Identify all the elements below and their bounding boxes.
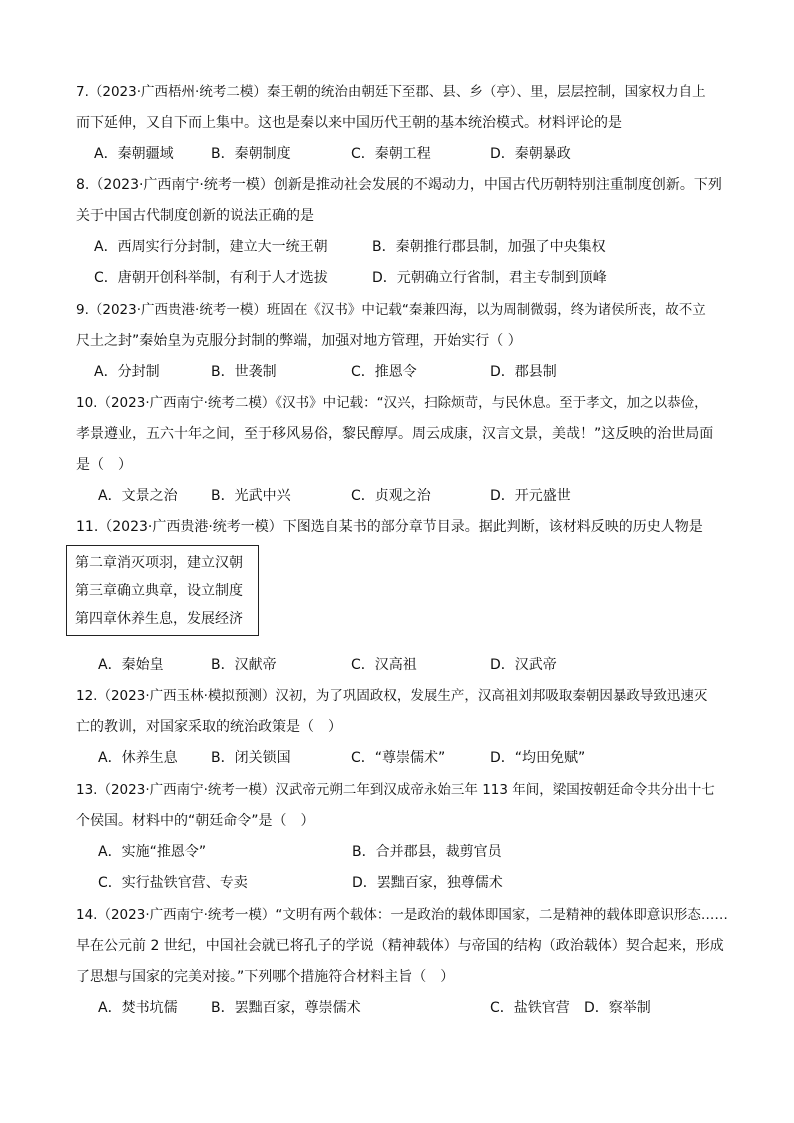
chapter-line: 第四章休养生息，发展经济 xyxy=(75,611,243,627)
question-stem-line: 尺土之封”秦始皇为克服分封制的弊端，加强对地方管理，开始实行（ ） xyxy=(76,333,522,349)
question-stem-line: 了思想与国家的完美对接。”下列哪个措施符合材料主旨（ ） xyxy=(76,969,455,985)
options-row xyxy=(76,139,728,170)
options-row xyxy=(76,743,728,774)
option-c[interactable]: C．唐朝开创科举制，有利于人才选拔 xyxy=(94,270,328,286)
question-11 xyxy=(76,512,728,543)
option-c[interactable]: C．贞观之治 xyxy=(351,488,431,504)
option-d[interactable]: D．秦朝暴政 xyxy=(490,146,571,162)
option-d[interactable]: D．元朝确立行省制，君主专制到顶峰 xyxy=(372,270,607,286)
question-stem-line: 是（ ） xyxy=(76,457,132,473)
option-c[interactable]: C．“尊崇儒术” xyxy=(351,750,446,766)
option-c[interactable]: C．秦朝工程 xyxy=(351,146,431,162)
question-stem-line: 个侯国。材料中的“朝廷命令”是（ ） xyxy=(76,813,315,829)
chapter-line: 第三章确立典章，设立制度 xyxy=(75,583,243,599)
question-14 xyxy=(76,900,728,1024)
question-stem-line: 7.（2023·广西梧州·统考二模）秦王朝的统治由朝廷下至郡、县、乡（亭）、里，层层控制，国家权力自上 xyxy=(76,84,706,100)
question-11-options xyxy=(76,650,728,681)
option-b[interactable]: B．世袭制 xyxy=(211,364,277,380)
question-stem-line: 孝景遵业，五六十年之间，至于移风易俗，黎民醇厚。周云成康，汉言文景，美哉！”这反映的治世局面 xyxy=(76,426,714,442)
question-9 xyxy=(76,295,728,388)
question-stem-line: 10.（2023·广西南宁·统考二模）《汉书》中记载：“汉兴，扫除烦苛，与民休息。至于孝文，加之以恭俭， xyxy=(76,395,708,411)
options-row xyxy=(76,868,728,899)
question-7 xyxy=(76,77,728,170)
chapter-line: 第二章消灭项羽，建立汉朝 xyxy=(75,555,243,571)
options-row xyxy=(76,837,728,868)
option-c[interactable]: C．实行盐铁官营、专卖 xyxy=(98,875,248,891)
options-row xyxy=(76,357,728,388)
question-stem-line: 早在公元前 2 世纪，中国社会就已将孔子的学说（精神载体）与帝国的结构（政治载体）契合起来，形成 xyxy=(76,938,724,954)
question-13 xyxy=(76,775,728,899)
option-a[interactable]: A．分封制 xyxy=(94,364,160,380)
option-d[interactable]: D．开元盛世 xyxy=(490,488,571,504)
question-stem-line: 8.（2023·广西南宁·统考一模）创新是推动社会发展的不竭动力，中国古代历朝特别注重制度创新。下列 xyxy=(76,177,722,193)
option-b[interactable]: B．罢黜百家，尊崇儒术 xyxy=(211,1000,361,1016)
option-a[interactable]: A．休养生息 xyxy=(98,750,178,766)
option-b[interactable]: B．秦朝推行郡县制，加强了中央集权 xyxy=(372,239,606,255)
option-a[interactable]: A．秦朝疆域 xyxy=(94,146,174,162)
option-a[interactable]: A．秦始皇 xyxy=(98,657,164,673)
chapter-table-box xyxy=(66,545,259,636)
option-d[interactable]: D．“均田免赋” xyxy=(490,750,586,766)
option-d[interactable]: D．汉武帝 xyxy=(490,657,557,673)
option-d[interactable]: D．郡县制 xyxy=(490,364,557,380)
question-stem-line: 11.（2023·广西贵港·统考一模）下图选自某书的部分章节目录。据此判断，该材料反映的历史人物是 xyxy=(76,519,703,535)
options-row xyxy=(76,263,728,294)
option-b[interactable]: B．光武中兴 xyxy=(211,488,291,504)
option-c[interactable]: C．汉高祖 xyxy=(351,657,417,673)
question-stem-line: 13.（2023·广西南宁·统考一模）汉武帝元朔二年到汉成帝永始三年 113 年间，梁国按朝廷命令共分出十七 xyxy=(76,782,715,798)
option-d[interactable]: D．罢黜百家，独尊儒术 xyxy=(352,875,503,891)
option-b[interactable]: B．汉献帝 xyxy=(211,657,277,673)
question-stem-line: 而下延伸，又自下而上集中。这也是秦以来中国历代王朝的基本统治模式。材料评论的是 xyxy=(76,115,622,131)
options-row xyxy=(76,993,728,1024)
question-stem-line: 12.（2023·广西玉林·模拟预测）汉初，为了巩固政权，发展生产，汉高祖刘邦吸取秦朝因暴政导致迅速灭 xyxy=(76,688,708,704)
option-b[interactable]: B．合并郡县，裁剪官员 xyxy=(352,844,502,860)
option-a[interactable]: A．文景之治 xyxy=(98,488,178,504)
question-stem-line: 亡的教训，对国家采取的统治政策是（ ） xyxy=(76,719,342,735)
question-stem-line: 14.（2023·广西南宁·统考一模）“文明有两个载体：一是政治的载体即国家，二是精神的载体即意识形态…… xyxy=(76,907,728,923)
option-d[interactable]: D．察举制 xyxy=(584,1000,651,1016)
option-b[interactable]: B．秦朝制度 xyxy=(211,146,291,162)
option-a[interactable]: A．焚书坑儒 xyxy=(98,1000,178,1016)
question-10 xyxy=(76,388,728,512)
option-a[interactable]: A．西周实行分封制，建立大一统王朝 xyxy=(94,239,328,255)
question-8 xyxy=(76,170,728,294)
question-12 xyxy=(76,681,728,774)
option-b[interactable]: B．闭关锁国 xyxy=(211,750,291,766)
options-row xyxy=(76,232,728,263)
option-c[interactable]: C．盐铁官营 xyxy=(490,1000,570,1016)
question-stem-line: 9.（2023·广西贵港·统考一模）班固在《汉书》中记载“秦兼四海，以为周制微弱，终为诸侯所丧，故不立 xyxy=(76,302,706,318)
question-stem-line: 关于中国古代制度创新的说法正确的是 xyxy=(76,208,314,224)
option-c[interactable]: C．推恩令 xyxy=(351,364,417,380)
options-row xyxy=(76,481,728,512)
options-row xyxy=(76,650,728,681)
option-a[interactable]: A．实施“推恩令” xyxy=(98,844,207,860)
